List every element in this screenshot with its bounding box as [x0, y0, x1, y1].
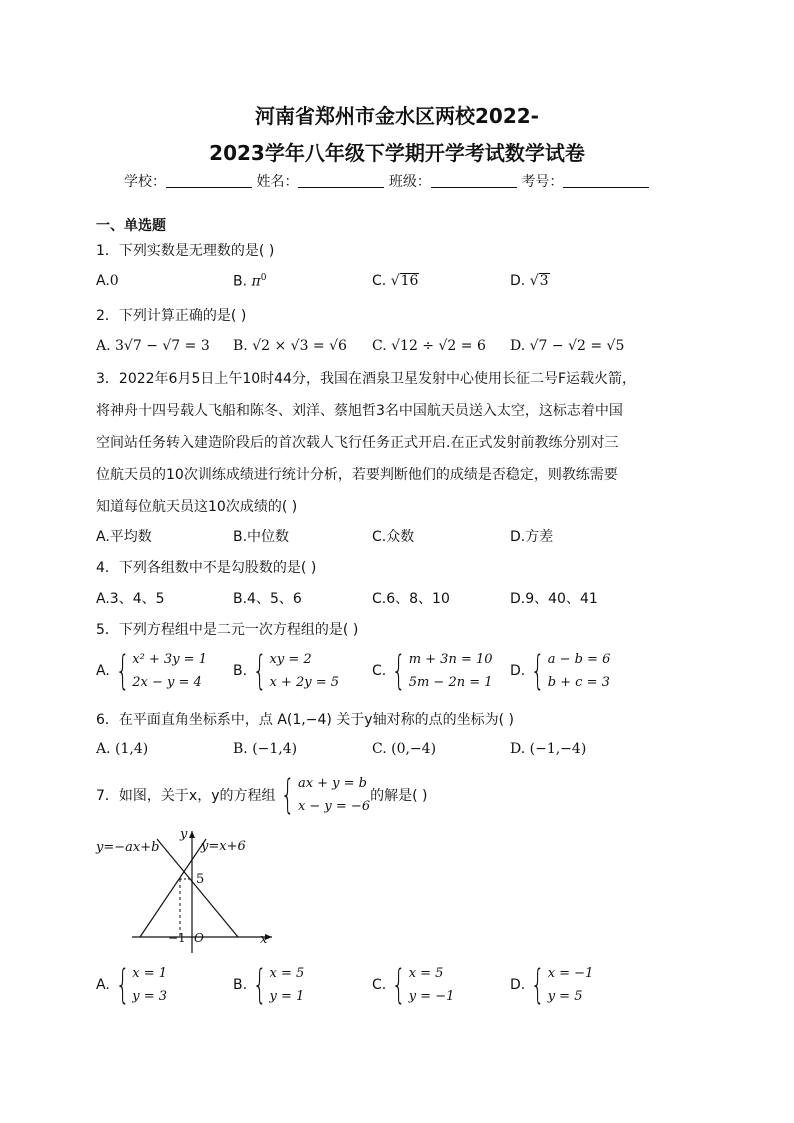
- q2-option-a[interactable]: A. 3√7 − √7 = 3: [96, 338, 210, 354]
- q4-option-a[interactable]: A.3、4、5: [96, 591, 165, 607]
- q7-option-a[interactable]: A. { x = 1 y = 3: [96, 962, 168, 1008]
- section-heading: 一、单选题: [96, 218, 166, 234]
- q3-line3: 空间站任务转入建造阶段后的首次载人飞行任务正式开启.在正式发射前教练分别对三: [96, 435, 619, 451]
- y-axis-arrow: [189, 831, 195, 838]
- school-label: 学校：: [124, 174, 166, 190]
- q3-option-b[interactable]: B.中位数: [233, 529, 290, 545]
- q3-line4: 位航天员的10次训练成绩进行统计分析，若要判断他们的成绩是否稳定，则教练需要: [96, 467, 618, 483]
- q6-option-b[interactable]: B. (−1,4): [233, 741, 298, 757]
- q7-option-d[interactable]: D. { x = −1 y = 5: [510, 962, 594, 1008]
- q7-sys-eq2: x − y = −6: [297, 799, 371, 814]
- q2-option-d[interactable]: D. √7 − √2 = √5: [510, 338, 625, 354]
- q3-line5: 知道每位航天员这10次成绩的( ): [96, 499, 298, 515]
- q5-d-eq2: b + c = 3: [547, 675, 610, 690]
- q5-b-eq2: x + 2y = 5: [269, 675, 340, 690]
- q7-option-c[interactable]: C. { x = 5 y = −1: [372, 962, 455, 1008]
- q5-c-eq2: 5m − 2n = 1: [408, 675, 493, 690]
- q3-option-a[interactable]: A.平均数: [96, 529, 152, 545]
- q5-d-eq1: a − b = 6: [547, 652, 611, 667]
- q4-option-d[interactable]: D.9、40、41: [510, 591, 598, 607]
- q5-option-a[interactable]: A. { x² + 3y = 1 2x − y = 4: [96, 648, 207, 694]
- q7-sys-eq1: ax + y = b: [297, 776, 367, 791]
- q1-option-b[interactable]: B. $\pi^0$: [233, 273, 267, 290]
- school-blank[interactable]: [166, 173, 252, 188]
- exam-title-line2: 2023学年八年级下学期开学考试数学试卷: [209, 141, 585, 165]
- q1-stem: 1．下列实数是无理数的是( ): [96, 243, 275, 259]
- q3-option-c[interactable]: C.众数: [372, 529, 415, 545]
- q7-stem: 7．如图，关于x，y的方程组 { ax + y = b x − y = −6 的解是( ): [96, 772, 428, 818]
- q3-line2: 将神舟十四号载人飞船和陈冬、刘洋、蔡旭哲3名中国航天员送入太空，这标志着中国: [96, 403, 623, 419]
- q5-option-c[interactable]: C. { m + 3n = 10 5m − 2n = 1: [372, 648, 493, 694]
- q6-option-d[interactable]: D. (−1,−4): [510, 741, 587, 757]
- q3-line1: 3．2022年6月5日上午10时44分，我国在酒泉卫星发射中心使用长征二号F运载火箭，: [96, 371, 637, 387]
- q2-option-b[interactable]: B. √2 × √3 = √6: [233, 338, 347, 354]
- q6-stem: 6．在平面直角坐标系中，点 A(1,−4) 关于y轴对称的点的坐标为( ): [96, 712, 514, 728]
- class-label: 班级：: [388, 174, 431, 190]
- origin-label: O: [194, 931, 204, 945]
- q5-b-eq1: xy = 2: [269, 652, 312, 667]
- q7-option-b[interactable]: B. { x = 5 y = 1: [233, 962, 305, 1008]
- q1-option-d[interactable]: D. √3: [510, 273, 549, 289]
- exam-title-line1: 河南省郑州市金水区两校2022-: [255, 104, 539, 128]
- label-line2: y=x+6: [201, 839, 246, 854]
- q1-option-a[interactable]: A.0: [96, 273, 119, 289]
- number-blank[interactable]: [563, 173, 649, 188]
- tick-5: 5: [196, 872, 205, 887]
- q4-option-c[interactable]: C.6、8、10: [372, 591, 450, 607]
- q5-option-b[interactable]: B. { xy = 2 x + 2y = 5: [233, 648, 340, 694]
- q2-option-c[interactable]: C. √12 ÷ √2 = 6: [372, 338, 486, 354]
- q5-c-eq1: m + 3n = 10: [408, 652, 493, 667]
- q4-stem: 4．下列各组数中不是勾股数的是( ): [96, 560, 317, 576]
- q7-graph: [94, 825, 284, 955]
- class-blank[interactable]: [431, 173, 517, 188]
- label-line1: y=−ax+b: [96, 840, 160, 855]
- q4-option-b[interactable]: B.4、5、6: [233, 591, 302, 607]
- tick-neg1: −1: [168, 931, 186, 945]
- q6-option-c[interactable]: C. (0,−4): [372, 741, 437, 757]
- name-blank[interactable]: [298, 173, 384, 188]
- q6-option-a[interactable]: A. (1,4): [96, 741, 149, 757]
- q3-option-d[interactable]: D.方差: [510, 529, 554, 545]
- q5-stem: 5．下列方程组中是二元一次方程组的是( ): [96, 622, 359, 638]
- q5-option-d[interactable]: D. { a − b = 6 b + c = 3: [510, 648, 611, 694]
- info-line: [124, 171, 649, 191]
- name-label: 姓名：: [256, 174, 299, 190]
- q1-option-c[interactable]: C. √16: [372, 273, 419, 289]
- y-axis-label: y: [180, 827, 188, 842]
- q5-a-eq2: 2x − y = 4: [132, 675, 202, 690]
- number-label: 考号：: [521, 174, 564, 190]
- q5-a-eq1: x² + 3y = 1: [132, 652, 207, 667]
- q2-stem: 2．下列计算正确的是( ): [96, 308, 247, 324]
- x-axis-label: x: [260, 932, 268, 947]
